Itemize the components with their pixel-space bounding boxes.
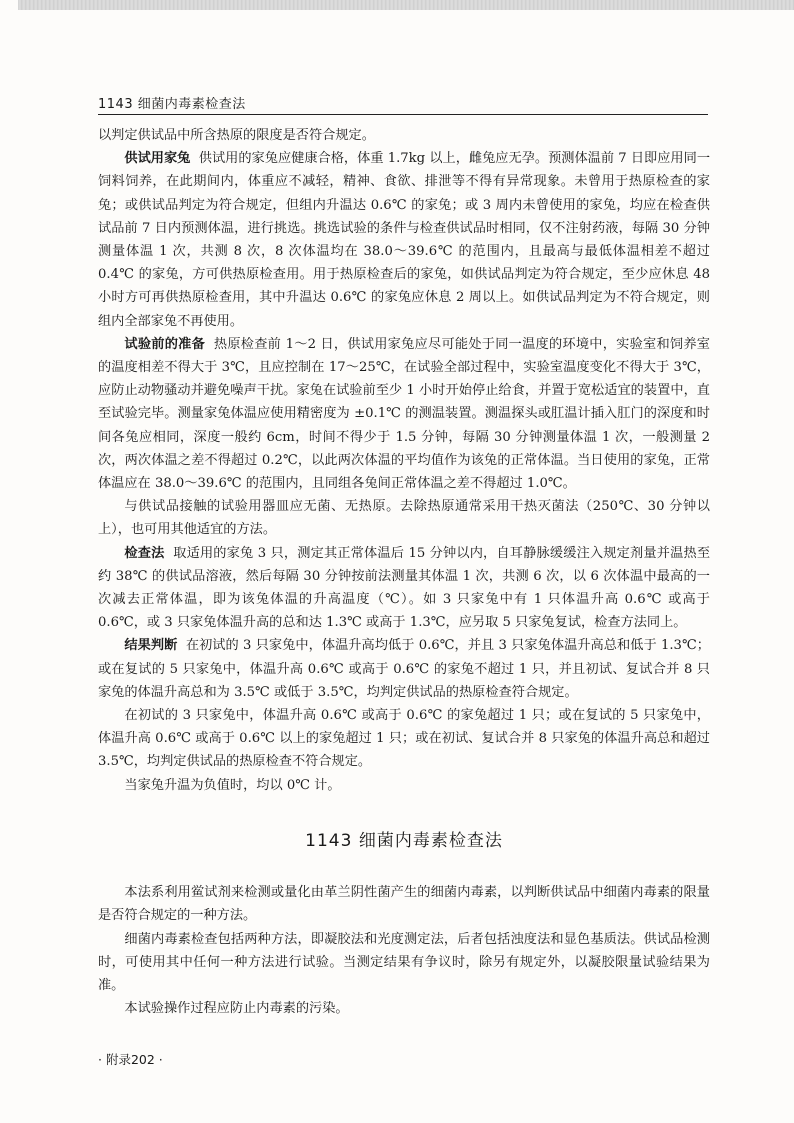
paragraph: 本试验操作过程应防止内毒素的污染。 bbox=[124, 1001, 349, 1017]
paragraph-text: 在初试的 3 只家兔中，体温升高均低于 0.6℃，并且 3 只家兔体温升高总和低于 1.3℃；或在复试的 5 只家兔中，体温升高 0.6℃ 或高于 0.6℃ 的家兔不超过 1 只，并且初试、复试合并 8 只家兔的体温升高总和为 3.5℃ 或低于 3.5℃，均判定供试品的热原检查符合规定。 bbox=[98, 638, 710, 700]
paragraph-lead: 供试用家兔 bbox=[124, 151, 191, 167]
paragraph-text: 取适用的家兔 3 只，测定其正常体温后 15 分钟以内，自耳静脉缓缓注入规定剂量并温热至约 38℃ 的供试品溶液，然后每隔 30 分钟按前法测量其体温 1 次，共测 6 次，以 6 次体温中最高的一次减去正常体温，即为该兔体温的升高温度（℃）。如 3 只家兔中有 1 只体温升高 0.6℃ 或高于 0.6℃，或 3 只家兔体温升高的总和达 1.3℃ 或高于 1.3℃，应另取 5 只家兔复试，检查方法同上。 bbox=[98, 545, 711, 631]
paragraph-method bbox=[98, 542, 710, 635]
paragraph-lead: 检查法 bbox=[124, 545, 165, 561]
paragraph-lead: 试验前的准备 bbox=[124, 336, 206, 352]
paragraph: 以判定供试品中所含热原的限度是否符合规定。 bbox=[98, 128, 375, 143]
page-body bbox=[98, 124, 710, 1020]
paragraph-rabbits bbox=[98, 147, 710, 333]
section-title: 1143 细菌内毒素检查法 bbox=[305, 830, 503, 851]
running-header: 1143 细菌内毒素检查法 bbox=[98, 97, 246, 112]
scan-edge-strip bbox=[18, 0, 794, 10]
paragraph-lead: 结果判断 bbox=[124, 638, 178, 654]
paragraph: 与供试品接触的试验用器皿应无菌、无热原。去除热原通常采用干热灭菌法（250℃、30 分钟以上），也可用其他适宜的方法。 bbox=[98, 499, 710, 538]
paragraph-text: 热原检查前 1～2 日，供试用家兔应尽可能处于同一温度的环境中，实验室和饲养室的温度相差不得大于 3℃，且应控制在 17～25℃，在试验全部过程中，实验室温度变化不得大于 3℃，应防止动物骚动并避免噪声干扰。家兔在试验前至少 1 小时开始停止给食，并置于宽松适宜的装置中，直至试验完毕。测量家兔体温应使用精密度为 ±0.1℃ 的测温装置。测温探头或肛温计插入肛门的深度和时间各兔应相同，深度一般约 6cm，时间不得少于 1.5 分钟，每隔 30 分钟测量体温 1 次，一般测量 2 次，两次体温之差不得超过 0.2℃，以此两次体温的平均值作为该兔的正常体温。当日使用的家兔，正常体温应在 38.0～39.6℃ 的范围内，且同组各兔间正常体温之差不得超过 1.0℃。 bbox=[98, 336, 710, 492]
paragraph: 细菌内毒素检查包括两种方法，即凝胶法和光度测定法，后者包括浊度法和显色基质法。供试品检测时，可使用其中任何一种方法进行试验。当测定结果有争议时，除另有规定外，以凝胶限量试验结果为准。 bbox=[98, 931, 710, 993]
paragraph: 当家兔升温为负值时，均以 0℃ 计。 bbox=[124, 777, 341, 793]
header-rule bbox=[98, 114, 708, 115]
paragraph: 在初试的 3 只家兔中，体温升高 0.6℃ 或高于 0.6℃ 的家兔超过 1 只；或在复试的 5 只家兔中，体温升高 0.6℃ 或高于 0.6℃ 以上的家兔超过 1 只；或在初试、复试合并 8 只家兔的体温升高总和超过 3.5℃，均判定供试品的热原检查不符合规定。 bbox=[98, 708, 710, 770]
paragraph-text: 供试用的家兔应健康合格，体重 1.7kg 以上，雌兔应无孕。预测体温前 7 日即应用同一饲料饲养，在此期间内，体重应不减轻，精神、食欲、排泄等不得有异常现象。未曾用于热原检查的家兔；或供试品判定为符合规定，但组内升温达 0.6℃ 的家兔；或 3 周内未曾使用的家兔，均应在检查供试品前 7 日内预测体温，进行挑选。挑选试验的条件与检查供试品时相同，仅不注射药液，每隔 30 分钟测量体温 1 次，共测 8 次，8 次体温均在 38.0～39.6℃ 的范围内，且最高与最低体温相差不超过 0.4℃ 的家兔，方可供热原检查用。用于热原检查后的家兔，如供试品判定为符合规定，至少应休息 48 小时方可再供热原检查用，其中升温达 0.6℃ 的家兔应休息 2 周以上。如供试品判定为不符合规定，则组内全部家兔不再使用。 bbox=[98, 151, 711, 329]
page-number: · 附录202 · bbox=[98, 1052, 163, 1067]
paragraph-judgement bbox=[98, 634, 710, 704]
paragraph: 本法系利用鲎试剂来检测或量化由革兰阴性菌产生的细菌内毒素，以判断供试品中细菌内毒素的限量是否符合规定的一种方法。 bbox=[98, 885, 710, 924]
paragraph-preparation bbox=[98, 333, 710, 495]
